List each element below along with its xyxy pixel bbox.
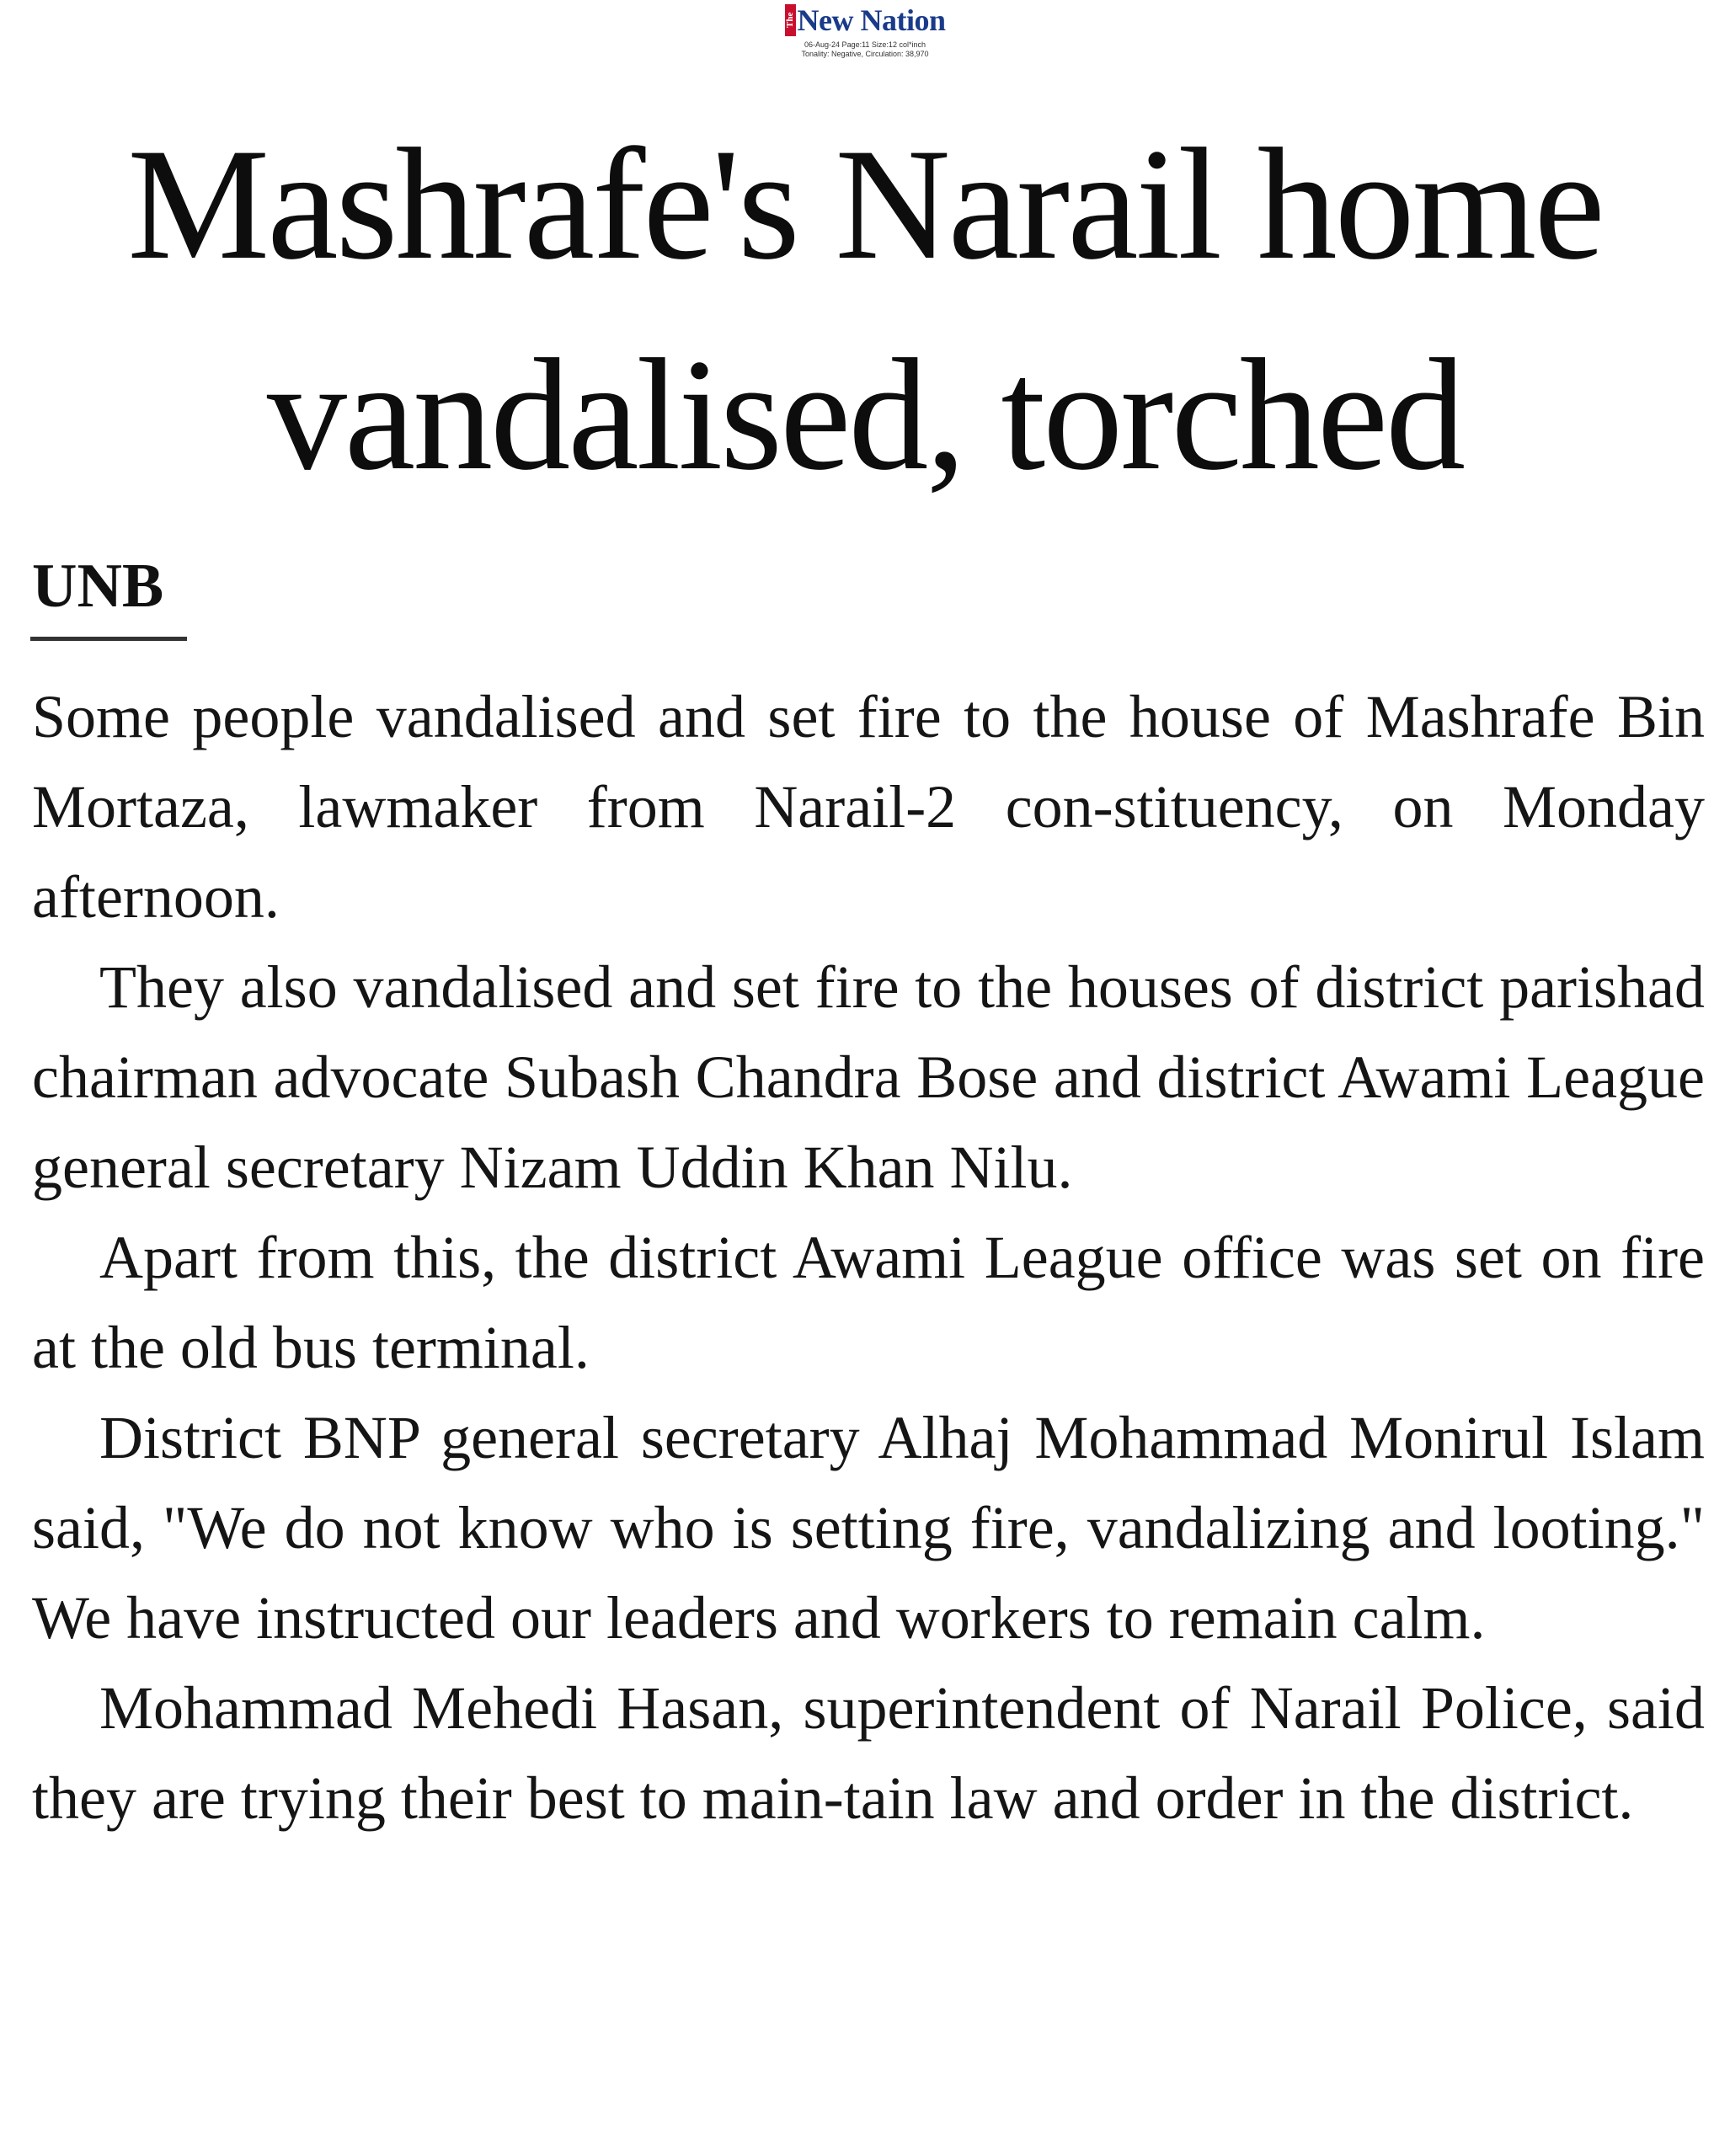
article-paragraph-3: Apart from this, the district Awami League office was set on fire at the old bus terminal. [32,1224,1705,1381]
clipping-meta-tonality: Tonality: Negative, Circulation: 38,970 [801,50,929,58]
article-paragraph-5: Mohammad Mehedi Hasan, superintendent of Narail Police, said they are trying their best to main-tain law and order in the district. [32,1674,1705,1832]
article-paragraph-2: They also vandalised and set fire to the houses of district parishad chairman advocate Subash Chandra Bose and district Awami League general secretary Nizam Uddin Khan Nilu. [32,953,1705,1201]
article-body [32,672,1705,1844]
article-headline: Mashrafe's Narail home vandalised, torched [127,116,1603,504]
newspaper-logo [785,3,946,37]
logo-name: New Nation [797,3,946,37]
byline-divider [30,637,187,641]
clipping-meta-date-page: 06-Aug-24 Page:11 Size:12 col*inch [804,40,926,49]
article-paragraph-4: District BNP general secretary Alhaj Mohammad Monirul Islam said, "We do not know who is setting fire, vandalizing and looting." We have instructed our leaders and workers to remain calm. [32,1404,1705,1652]
article-byline: UNB [32,552,164,621]
masthead [0,0,1730,61]
logo-prefix: The [785,4,796,36]
article-paragraph-1: Some people vandalised and set fire to the house of Mashrafe Bin Mortaza, lawmaker from Narail-2 con-stituency, on Monday afternoon. [32,683,1705,931]
